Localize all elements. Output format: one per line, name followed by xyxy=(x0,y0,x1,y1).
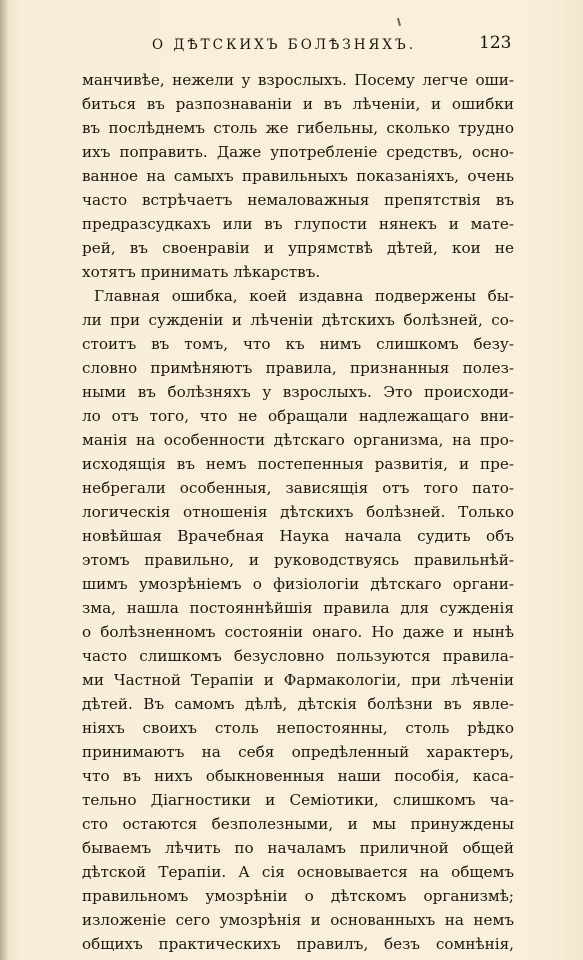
text-line: сто остаются безполезными, и мы принуждены xyxy=(82,815,514,833)
text-line: что въ нихъ обыкновенныя наши пособія, каса- xyxy=(82,767,514,785)
page-number: 123 xyxy=(479,33,512,53)
text-line: новѣйшая Врачебная Наука начала судить объ xyxy=(82,527,514,545)
text-line: часто слишкомъ безусловно пользуются правила- xyxy=(82,647,514,665)
text-line: тельно Діагностики и Семіотики, слишкомъ ча- xyxy=(82,791,514,809)
text-line: ми Частной Терапіи и Фармакологіи, при лѣченіи xyxy=(82,671,514,689)
text-line: ными въ болѣзняхъ у взрослыхъ. Это происходи- xyxy=(82,383,514,401)
text-line: предразсудкахъ или въ глупости нянекъ и мате- xyxy=(82,215,514,233)
text-line: биться въ разпознаваніи и въ лѣченіи, и ошибки xyxy=(82,95,514,113)
text-line: стоитъ въ томъ, что къ нимъ слишкомъ безу- xyxy=(82,335,514,353)
paragraph-1 xyxy=(82,68,514,284)
text-line: часто встрѣчаетъ немаловажныя препятствія въ xyxy=(82,191,514,209)
spine-shadow xyxy=(0,0,8,960)
text-line: шимъ умозрѣніемъ о физіологіи дѣтскаго органи- xyxy=(82,575,514,593)
text-line: дѣтской Терапіи. А сія основывается на общемъ xyxy=(82,863,514,881)
text-line: рей, въ своенравіи и упрямствѣ дѣтей, кои не xyxy=(82,239,514,257)
text-line: зма, нашла постояннѣйшія правила для сужденія xyxy=(82,599,514,617)
text-line: логическія отношенія дѣтскихъ болѣзней. Только xyxy=(82,503,514,521)
ink-mark xyxy=(397,18,401,26)
text-line: принимаютъ на себя опредѣленный характеръ, xyxy=(82,743,514,761)
text-line: изложеніе сего умозрѣнія и основанныхъ на немъ xyxy=(82,911,514,929)
text-line: ванное на самыхъ правильныхъ показаніяхъ, очень xyxy=(82,167,514,185)
text-line: ніяхъ своихъ столь непостоянны, столь рѣдко xyxy=(82,719,514,737)
text-line: манчивѣе, нежели у взрослыхъ. Посему легче оши- xyxy=(82,71,514,89)
text-line: исходящія въ немъ постепенныя развитія, и пре- xyxy=(82,455,514,473)
text-line: ло отъ того, что не обращали надлежащаго вни- xyxy=(82,407,514,425)
text-line: манія на особенности дѣтскаго организма, на про- xyxy=(82,431,514,449)
text-line: дѣтей. Въ самомъ дѣлѣ, дѣтскія болѣзни въ явле- xyxy=(82,695,514,713)
text-line: этомъ правильно, и руководствуясь правильнѣй- xyxy=(82,551,514,569)
text-line: небрегали особенныя, зависящія отъ того пато- xyxy=(82,479,514,497)
text-line: о болѣзненномъ состояніи онаго. Но даже и нынѣ xyxy=(82,623,514,641)
text-line: ли при сужденіи и лѣченіи дѣтскихъ болѣзней, со- xyxy=(82,311,514,329)
text-line: въ послѣднемъ столь же гибельны, сколько трудно xyxy=(82,119,514,137)
text-line: словно примѣняютъ правила, признанныя полез- xyxy=(82,359,514,377)
text-line: хотятъ принимать лѣкарствъ. xyxy=(82,263,321,281)
text-line: правильномъ умозрѣніи о дѣтскомъ организмѣ; xyxy=(82,887,514,905)
text-line: Главная ошибка, коей издавна подвержены бы- xyxy=(94,287,514,305)
text-line: общихъ практическихъ правилъ, безъ сомнѣнія, xyxy=(82,935,514,953)
text-line: ихъ поправить. Даже употребленіе средствъ, осно- xyxy=(82,143,514,161)
text-line: бываемъ лѣчить по началамъ приличной общей xyxy=(82,839,514,857)
body-text xyxy=(82,68,514,956)
paragraph-2 xyxy=(82,284,514,956)
running-title: О ДѢТСКИХЪ БОЛѢЗНЯХЪ. xyxy=(152,37,417,53)
